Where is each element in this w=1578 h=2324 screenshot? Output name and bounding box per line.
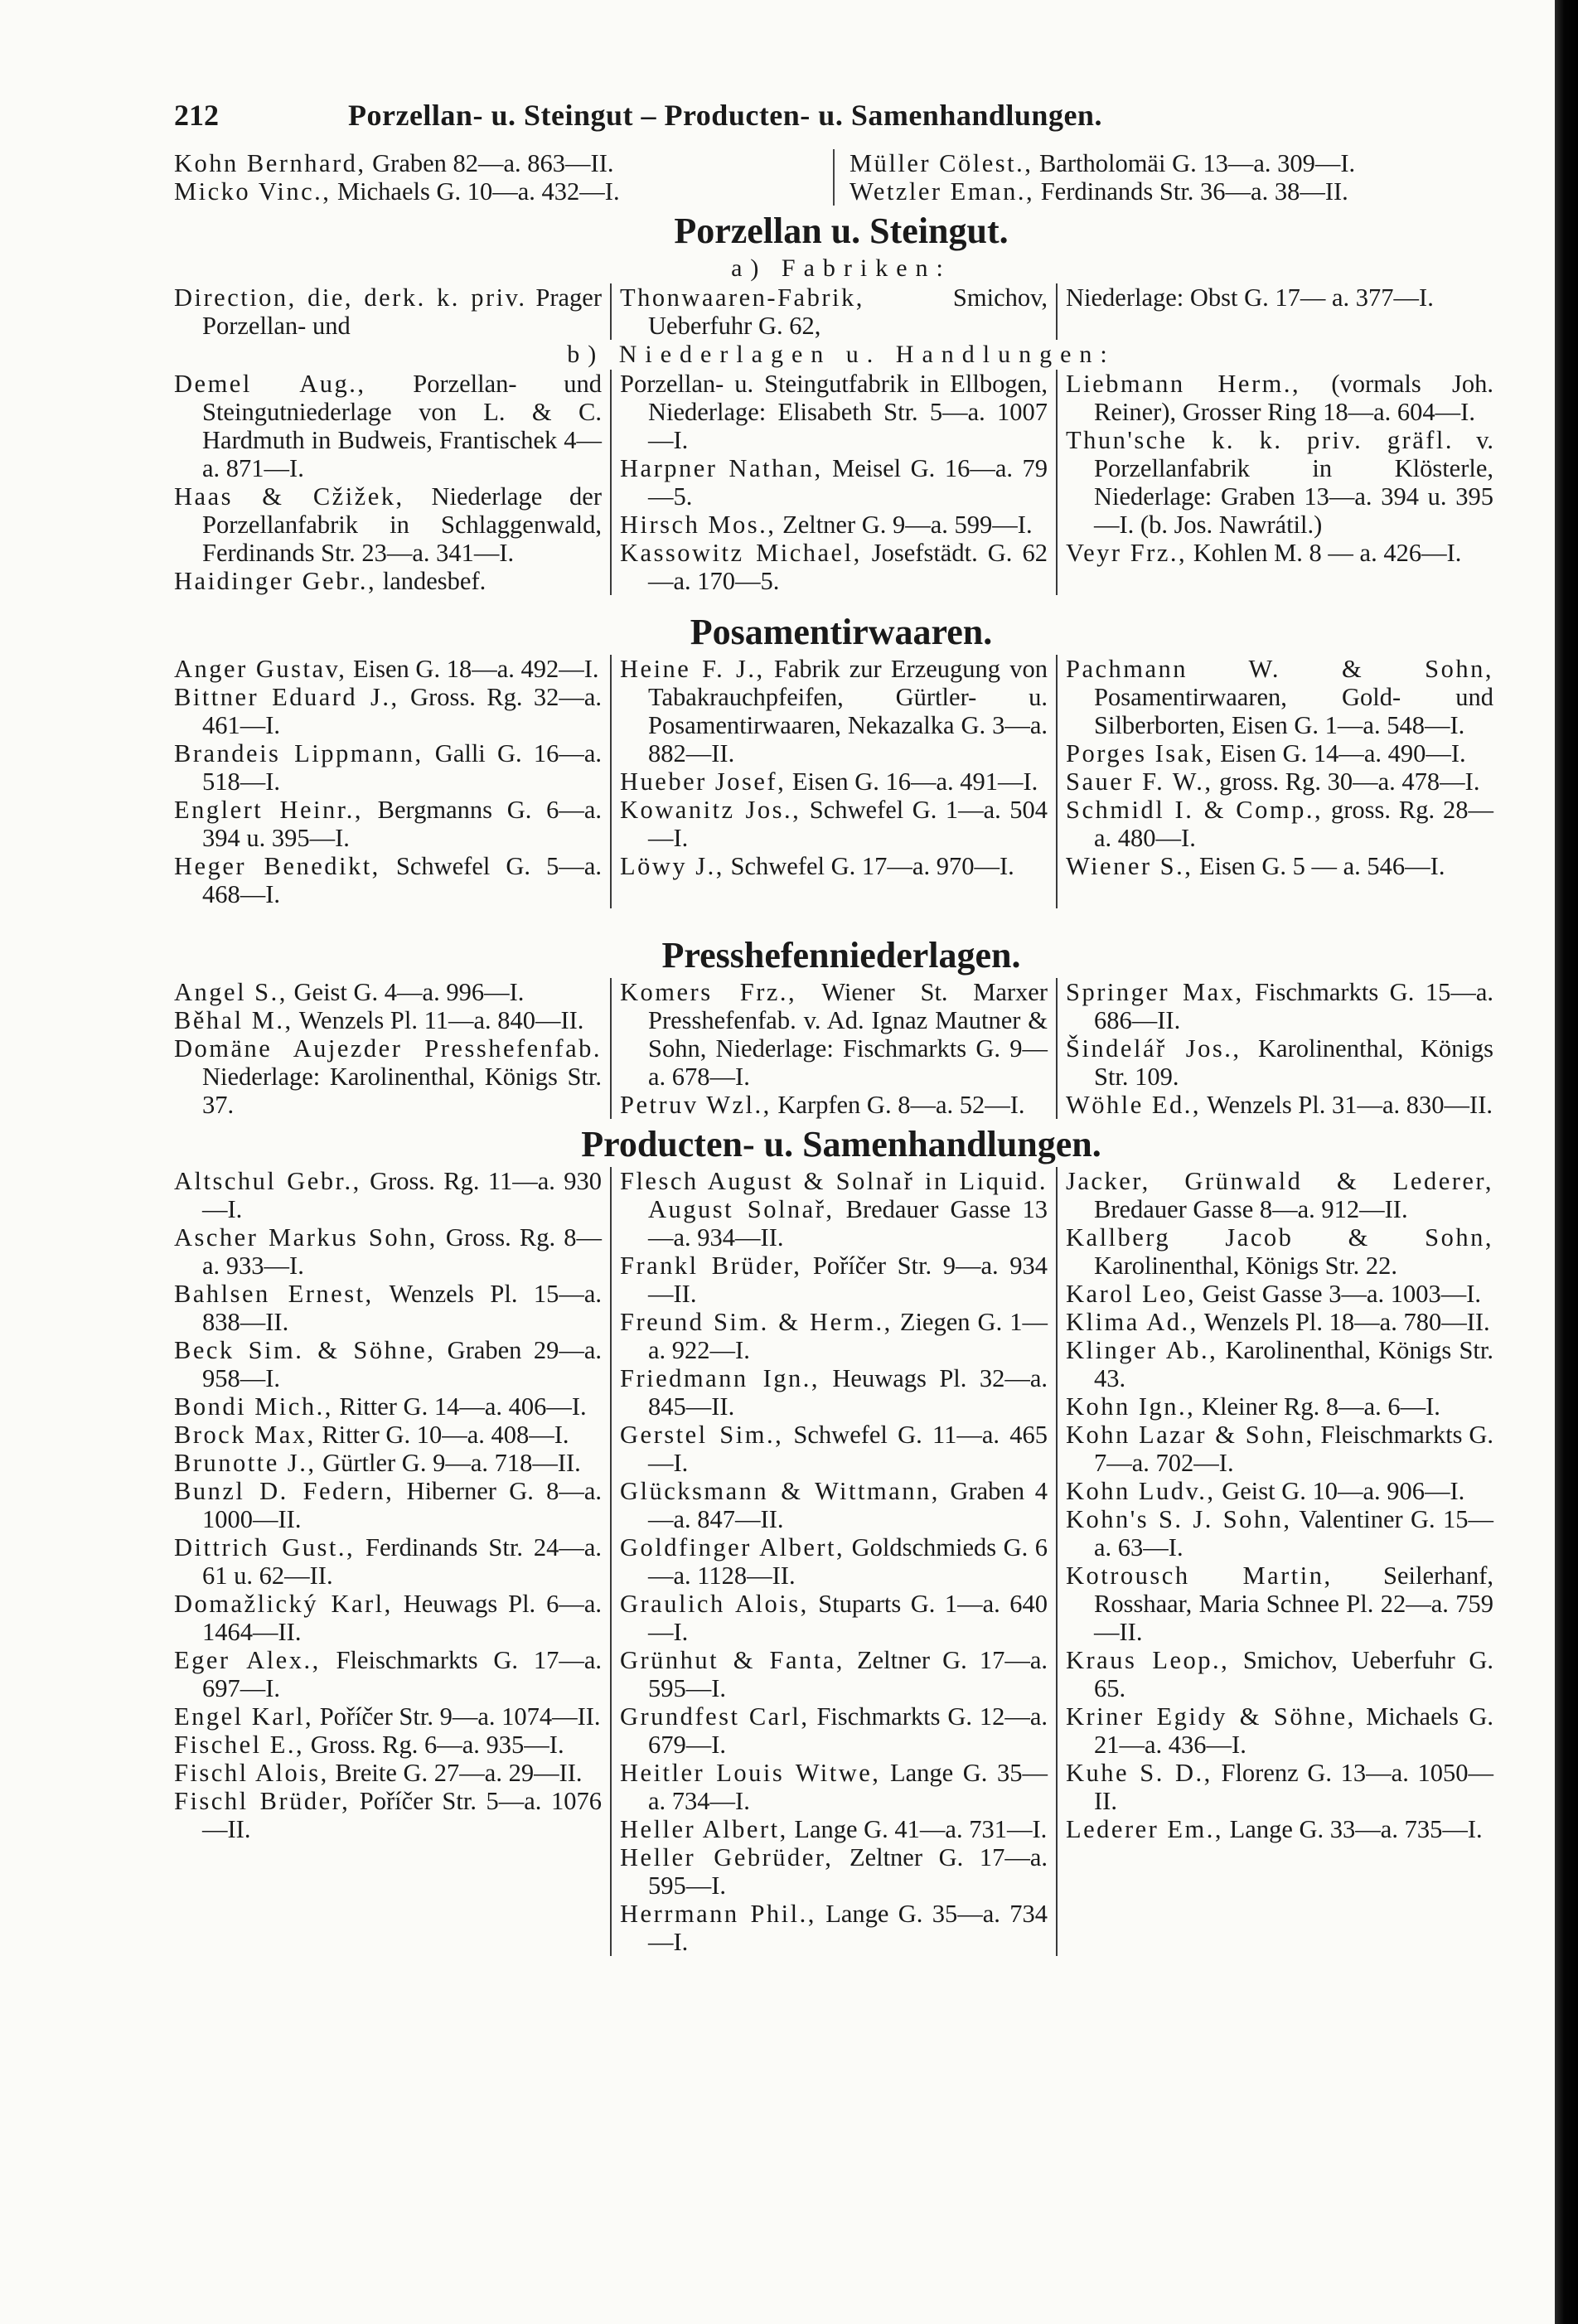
presshefen-column-1 — [174, 978, 610, 1119]
subheading-fabriken: a) Fabriken: — [731, 254, 951, 282]
directory-entry — [174, 978, 602, 1006]
directory-entry — [620, 655, 1048, 767]
directory-entry — [174, 567, 602, 595]
entry-address: Seilerhanf, Rosshaar, Maria Schnee Pl. 22—a. 759—II. — [1094, 1561, 1493, 1646]
directory-entry — [620, 539, 1048, 595]
running-header — [174, 98, 1508, 149]
entry-address: Geist G. 10—a. 906—I. — [1215, 1477, 1465, 1505]
directory-entry — [1066, 539, 1493, 567]
directory-entry — [620, 978, 1048, 1091]
entry-name: Fischl Brüder, — [174, 1787, 351, 1815]
fabriken-column-3 — [1056, 283, 1502, 340]
entry-address: Bredauer Gasse 13—a. 934—II. — [648, 1195, 1048, 1252]
directory-entry — [620, 1167, 1048, 1252]
entry-name: Pachmann W. & Sohn, — [1066, 655, 1493, 683]
entry-name: Petruv Wzl., — [620, 1091, 772, 1119]
directory-entry — [620, 1843, 1048, 1900]
entry-name: Karol Leo, — [1066, 1280, 1197, 1308]
entry-address: Karolinenthal, Königs Str. 22. — [1094, 1252, 1397, 1280]
entry-address: Schwefel G. 17—a. 970—I. — [724, 852, 1014, 880]
entry-address: Zeltner G. 17—a. 595—I. — [648, 1646, 1048, 1702]
directory-entry — [174, 1449, 602, 1477]
entry-name: Sauer F. W., — [1066, 767, 1213, 796]
entry-name: Kohn Ign., — [1066, 1392, 1196, 1421]
entry-name: Frankl Brüder, — [620, 1252, 802, 1280]
directory-entry — [1066, 767, 1493, 796]
entry-address: Kohlen M. 8 — a. 426—I. — [1187, 539, 1462, 567]
entry-name: Veyr Frz., — [1066, 539, 1188, 567]
directory-entry — [174, 1702, 602, 1731]
entry-name: Šindelář Jos., — [1066, 1034, 1242, 1063]
directory-entry — [174, 1533, 602, 1590]
entry-name: Porges Isak, — [1066, 739, 1214, 767]
entry-name: Heine F. J., — [620, 655, 765, 683]
entry-name: Schmidl I. & Comp., — [1066, 796, 1324, 824]
directory-entry — [174, 1034, 602, 1119]
directory-entry — [620, 1421, 1048, 1477]
entry-address: Meisel G. 16—a. 79—5. — [648, 454, 1048, 511]
fabriken-column-2 — [610, 283, 1056, 340]
directory-entry — [174, 1280, 602, 1336]
directory-entry — [620, 796, 1048, 852]
entry-address: gross. Rg. 30—a. 478—I. — [1213, 767, 1480, 796]
entry-address: Karpfen G. 8—a. 52—I. — [771, 1091, 1025, 1119]
entry-name: Kotrousch Martin, — [1066, 1561, 1333, 1590]
entry-address: Wenzels Pl. 31—a. 830—II. — [1201, 1091, 1493, 1119]
entry-address: Eisen G. 5 — a. 546—I. — [1193, 852, 1445, 880]
directory-entry — [1066, 739, 1493, 767]
entry-address: Kleiner Rg. 8—a. 6—I. — [1195, 1392, 1440, 1421]
entry-address: Ferdinands Str. 36—a. 38—II. — [1034, 177, 1348, 206]
entry-name: Wiener S., — [1066, 852, 1193, 880]
directory-entry — [174, 1590, 602, 1646]
entry-address: Stuparts G. 1—a. 640—I. — [648, 1590, 1048, 1646]
entry-name: Direction, die, derk. k. priv. — [174, 283, 527, 312]
entry-name: Kohn Bernhard, — [174, 149, 366, 177]
directory-entry — [1066, 370, 1493, 426]
presshefen-column-2 — [610, 978, 1056, 1119]
entry-name: Komers Frz., — [620, 978, 797, 1006]
entry-address: Eisen G. 18—a. 492—I. — [346, 655, 599, 683]
directory-entry — [174, 852, 602, 908]
directory-entry — [174, 1223, 602, 1280]
entry-name: Kohn's S. J. Sohn, — [1066, 1505, 1292, 1533]
entry-name: Liebmann Herm., — [1066, 370, 1301, 398]
producten-columns — [174, 1167, 1508, 1956]
directory-entry — [1066, 1034, 1493, 1091]
entry-name: Friedmann Ign., — [620, 1364, 820, 1392]
directory-entry — [1066, 1759, 1493, 1815]
posamentir-column-1 — [174, 655, 610, 908]
entry-name: Gerstel Sim., — [620, 1421, 784, 1449]
entry-address: Gross. Rg. 32—a. 461—I. — [202, 683, 602, 739]
entry-name: Brunotte J., — [174, 1449, 317, 1477]
entry-address: Florenz G. 13—a. 1050—II. — [1094, 1759, 1493, 1815]
entry-address: Poříčer Str. 9—a. 934—II. — [648, 1252, 1048, 1308]
entry-name: Demel Aug., — [174, 370, 366, 398]
directory-entry — [174, 1646, 602, 1702]
entry-name: Kassowitz Michael, — [620, 539, 862, 567]
producten-column-3 — [1056, 1167, 1502, 1956]
entry-address: Goldschmieds G. 6—a. 1128—II. — [648, 1533, 1048, 1590]
entry-address: Eisen G. 14—a. 490—I. — [1213, 739, 1466, 767]
entry-name: Wetzler Eman., — [850, 177, 1035, 206]
entry-address: Karolinenthal, Königs Str. 43. — [1094, 1336, 1493, 1392]
entry-address: Ritter G. 10—a. 408—I. — [315, 1421, 569, 1449]
entry-name: Goldfinger Albert, — [620, 1533, 845, 1561]
entry-name: Brock Max, — [174, 1421, 316, 1449]
entry-name: Grundfest Carl, — [620, 1702, 810, 1731]
directory-entry — [174, 1731, 602, 1759]
entry-address: Lange G. 33—a. 735—I. — [1223, 1815, 1483, 1843]
entry-name: Kraus Leop., — [1066, 1646, 1230, 1674]
niederlagen-column-2 — [610, 370, 1056, 595]
entry-name: Wöhle Ed., — [1066, 1091, 1202, 1119]
entry-address: Graben 4—a. 847—II. — [648, 1477, 1048, 1533]
directory-entry — [1066, 1280, 1493, 1308]
entry-name: Jacker, Grünwald & Lederer, — [1066, 1167, 1493, 1195]
entry-name: Heger Benedikt, — [174, 852, 380, 880]
directory-entry — [620, 1759, 1048, 1815]
entry-address: Bredauer Gasse 8—a. 912—II. — [1094, 1195, 1408, 1223]
entry-address: Porzellan- und Steingutniederlage von L. & C. Hardmuth in Budweis, Frantischek 4—a. 871—I. — [202, 370, 602, 482]
directory-entry — [1066, 1646, 1493, 1702]
entry-address: Niederlage der Porzellanfabrik in Schlaggenwald, Ferdinands Str. 23—a. 341—I. — [202, 482, 602, 567]
entry-name: Bittner Eduard J., — [174, 683, 399, 711]
entry-address: Prager Porzellan- und — [202, 283, 602, 340]
entry-name: Altschul Gebr., — [174, 1167, 361, 1195]
entry-name: Heller Gebrüder, — [620, 1843, 834, 1871]
entry-address: Smichov, Ueberfuhr G. 65. — [1094, 1646, 1493, 1702]
entry-name: Anger Gustav, — [174, 655, 347, 683]
entry-address: Smichov, Ueberfuhr G. 62, — [648, 283, 1048, 340]
directory-entry — [174, 796, 602, 852]
directory-entry — [620, 454, 1048, 511]
entry-name: Bondi Mich., — [174, 1392, 333, 1421]
entry-name: Angel S., — [174, 978, 288, 1006]
directory-entry — [174, 1421, 602, 1449]
entry-address: Fischmarkts G. 12—a. 679—I. — [648, 1702, 1048, 1759]
fabriken-columns — [174, 283, 1508, 340]
entry-address: Ferdinands Str. 24—a. 61 u. 62—II. — [202, 1533, 602, 1590]
directory-entry — [1066, 1223, 1493, 1280]
entry-address: Porzellan- u. Steingutfabrik in Ellbogen, Niederlage: Elisabeth Str. 5—a. 1007—I. — [620, 370, 1048, 454]
carryover-entries — [174, 149, 1508, 206]
directory-entry — [620, 767, 1048, 796]
directory-entry — [620, 1900, 1048, 1956]
entry-address: Schwefel G. 5—a. 468—I. — [202, 852, 603, 908]
entry-address: Schwefel G. 1—a. 504—I. — [648, 796, 1048, 852]
entry-address: Gross. Rg. 11—a. 930—I. — [202, 1167, 602, 1223]
entry-name: Klinger Ab., — [1066, 1336, 1218, 1364]
directory-entry — [620, 1533, 1048, 1590]
directory-entry — [850, 149, 1493, 177]
directory-entry — [1066, 1308, 1493, 1336]
entry-address: Wiener St. Marxer Presshefenfab. v. Ad. Ignaz Mautner & Sohn, Niederlage: Fischmarkts G. 9—a. 678—I. — [648, 978, 1048, 1091]
entry-address: Wenzels Pl. 11—a. 840—II. — [293, 1006, 584, 1034]
entry-address: Fleischmarkts G. 17—a. 697—I. — [202, 1646, 602, 1702]
entry-address: Valentiner G. 15—a. 63—I. — [1094, 1505, 1493, 1561]
niederlagen-column-1 — [174, 370, 610, 595]
entry-address: Geist G. 4—a. 996—I. — [287, 978, 525, 1006]
entry-address: Zeltner G. 9—a. 599—I. — [776, 511, 1033, 539]
entry-name: Kowanitz Jos., — [620, 796, 801, 824]
entry-address: Heuwags Pl. 6—a. 1464—II. — [202, 1590, 602, 1646]
entry-name: Heitler Louis Witwe, — [620, 1759, 881, 1787]
entry-address: Poříčer Str. 5—a. 1076—II. — [202, 1787, 602, 1843]
directory-entry — [620, 852, 1048, 880]
entry-name: Müller Cölest., — [850, 149, 1033, 177]
entry-address: (vormals Joh. Reiner), Grosser Ring 18—a. 604—I. — [1094, 370, 1493, 426]
directory-entry — [1066, 655, 1493, 739]
entry-address: Zeltner G. 17—a. 595—I. — [648, 1843, 1048, 1900]
running-title: Porzellan- u. Steingut – Producten- u. Samenhandlungen. — [348, 99, 1102, 132]
directory-entry — [620, 1815, 1048, 1843]
entry-name: Brandeis Lippmann, — [174, 739, 424, 767]
entry-name: Herrmann Phil., — [620, 1900, 816, 1928]
directory-entry — [1066, 852, 1493, 880]
directory-entry — [620, 511, 1048, 539]
entry-name: Běhal M., — [174, 1006, 293, 1034]
entry-address: Fischmarkts G. 15—a. 686—II. — [1094, 978, 1493, 1034]
directory-entry — [850, 177, 1493, 206]
entry-address: Gürtler G. 9—a. 718—II. — [316, 1449, 581, 1477]
entry-address: Heuwags Pl. 32—a. 845—II. — [648, 1364, 1048, 1421]
section-title-posamentir: Posamentirwaaren. — [690, 612, 993, 652]
directory-entry — [174, 283, 602, 340]
entry-name: Graulich Alois, — [620, 1590, 809, 1618]
entry-address: Gross. Rg. 8—a. 933—I. — [202, 1223, 602, 1280]
entry-name: Harpner Nathan, — [620, 454, 823, 482]
directory-entry — [174, 1006, 602, 1034]
producten-column-2 — [610, 1167, 1056, 1956]
entry-name: Haas & Cžižek, — [174, 482, 404, 511]
posamentir-columns — [174, 655, 1508, 908]
directory-entry — [1066, 1421, 1493, 1477]
entry-name: Beck Sim. & Söhne, — [174, 1336, 436, 1364]
directory-entry — [174, 1787, 602, 1843]
directory-entry — [620, 370, 1048, 454]
directory-entry — [174, 482, 602, 567]
subheading-niederlagen: b) Niederlagen u. Handlungen: — [567, 341, 1116, 368]
entry-name: Löwy J., — [620, 852, 724, 880]
entry-address: Bergmanns G. 6—a. 394 u. 395—I. — [202, 796, 602, 852]
directory-entry — [174, 1759, 602, 1787]
directory-entry — [174, 370, 602, 482]
entry-address: Wenzels Pl. 18—a. 780—II. — [1198, 1308, 1490, 1336]
directory-entry — [174, 1336, 602, 1392]
entry-address: Eisen G. 16—a. 491—I. — [786, 767, 1038, 796]
entry-address: Galli G. 16—a. 518—I. — [202, 739, 602, 796]
entry-address: Graben 82—a. 863—II. — [365, 149, 614, 177]
directory-entry — [174, 1167, 602, 1223]
directory-entry — [620, 1308, 1048, 1364]
entry-name: Haidinger Gebr., — [174, 567, 377, 595]
entry-name: Bunzl D. Federn, — [174, 1477, 394, 1505]
directory-entry — [1066, 1477, 1493, 1505]
directory-entry — [620, 1091, 1048, 1119]
posamentir-column-2 — [610, 655, 1056, 908]
directory-entry — [1066, 1561, 1493, 1646]
entry-address: Josefstädt. G. 62—a. 170—5. — [648, 539, 1048, 595]
entry-name: Micko Vinc., — [174, 177, 332, 206]
entry-address: Hiberner G. 8—a. 1000—II. — [202, 1477, 602, 1533]
entry-name: Engel Karl, — [174, 1702, 314, 1731]
entry-address: Niederlage: Obst G. 17— a. 377—I. — [1066, 283, 1434, 312]
entry-name: Ascher Markus Sohn, — [174, 1223, 438, 1252]
entry-address: Ritter G. 14—a. 406—I. — [332, 1392, 587, 1421]
scanner-edge-shadow — [1555, 0, 1578, 2324]
directory-entry — [1066, 1336, 1493, 1392]
entry-address: gross. Rg. 28—a. 480—I. — [1094, 796, 1493, 852]
entry-address: Wenzels Pl. 15—a. 838—II. — [202, 1280, 602, 1336]
entry-address: Geist Gasse 3—a. 1003—I. — [1196, 1280, 1482, 1308]
niederlagen-columns — [174, 370, 1508, 595]
directory-entry — [1066, 426, 1493, 539]
entry-name: Flesch August & Solnař in Liquid. August Solnař, — [620, 1167, 1048, 1223]
entry-name: Dittrich Gust., — [174, 1533, 356, 1561]
entry-name: Klima Ad., — [1066, 1308, 1198, 1336]
entry-name: Domäne Aujezder Presshefenfab. — [174, 1034, 602, 1063]
directory-entry — [1066, 1815, 1493, 1843]
directory-entry — [1066, 1392, 1493, 1421]
presshefen-column-3 — [1056, 978, 1502, 1119]
entry-name: Kuhe S. D., — [1066, 1759, 1213, 1787]
entry-name: Fischel E., — [174, 1731, 305, 1759]
entry-name: Lederer Em., — [1066, 1815, 1224, 1843]
entry-address: landesbef. — [376, 567, 486, 595]
entry-address: Poříčer Str. 9—a. 1074—II. — [313, 1702, 601, 1731]
directory-entry — [620, 1646, 1048, 1702]
entry-address: Ziegen G. 1—a. 922—I. — [648, 1308, 1048, 1364]
directory-entry — [1066, 283, 1493, 312]
entry-address: Breite G. 27—a. 29—II. — [328, 1759, 583, 1787]
entry-address: Schwefel G. 11—a. 465—I. — [648, 1421, 1048, 1477]
fabriken-column-1 — [174, 283, 610, 340]
section-title-producten: Producten- u. Samenhandlungen. — [581, 1124, 1101, 1164]
directory-entry — [174, 1392, 602, 1421]
entry-address: Niederlage: Karolinenthal, Königs Str. 37. — [202, 1063, 602, 1119]
entry-name: Hirsch Mos., — [620, 511, 777, 539]
entry-name: Kriner Egidy & Söhne, — [1066, 1702, 1356, 1731]
directory-entry — [620, 1590, 1048, 1646]
directory-entry — [1066, 1702, 1493, 1759]
entry-address: Lange G. 35—a. 734—I. — [648, 1759, 1048, 1815]
entry-name: Fischl Alois, — [174, 1759, 329, 1787]
entry-address: Graben 29—a. 958—I. — [202, 1336, 602, 1392]
entry-address: Michaels G. 21—a. 436—I. — [1094, 1702, 1493, 1759]
carryover-left-column — [174, 149, 833, 206]
directory-entry — [620, 283, 1048, 340]
page-number: 212 — [174, 99, 219, 132]
entry-address: Posamentirwaaren, Gold- und Silberborten, Eisen G. 1—a. 548—I. — [1094, 683, 1493, 739]
entry-address: Lange G. 41—a. 731—I. — [787, 1815, 1048, 1843]
niederlagen-column-3 — [1056, 370, 1502, 595]
directory-entry — [1066, 978, 1493, 1034]
entry-name: Springer Max, — [1066, 978, 1244, 1006]
directory-entry — [174, 149, 818, 177]
page-content — [174, 98, 1508, 1956]
directory-entry — [1066, 1505, 1493, 1561]
entry-name: Bahlsen Ernest, — [174, 1280, 374, 1308]
directory-entry — [620, 1364, 1048, 1421]
directory-entry — [620, 1702, 1048, 1759]
entry-address: Michaels G. 10—a. 432—I. — [331, 177, 620, 206]
entry-name: Heller Albert, — [620, 1815, 788, 1843]
entry-name: Grünhut & Fanta, — [620, 1646, 845, 1674]
directory-entry — [1066, 1167, 1493, 1223]
entry-name: Thun'sche k. k. priv. gräfl. — [1066, 426, 1455, 454]
entry-address: Fabrik zur Erzeugung von Tabakrauchpfeifen, Gürtler- u. Posamentirwaaren, Nekazalka G. 3—a. 882—II. — [648, 655, 1048, 767]
entry-name: Domažlický Karl, — [174, 1590, 393, 1618]
entry-name: Freund Sim. & Herm., — [620, 1308, 893, 1336]
producten-column-1 — [174, 1167, 610, 1956]
entry-name: Eger Alex., — [174, 1646, 321, 1674]
presshefen-columns — [174, 978, 1508, 1119]
section-title-presshefen: Presshefenniederlagen. — [661, 935, 1021, 976]
directory-entry — [174, 177, 818, 206]
entry-address: Fleischmarkts G. 7—a. 702—I. — [1094, 1421, 1493, 1477]
directory-entry — [620, 1477, 1048, 1533]
posamentir-column-3 — [1056, 655, 1502, 908]
directory-entry — [174, 683, 602, 739]
entry-address: Lange G. 35—a. 734—I. — [648, 1900, 1048, 1956]
entry-address: v. Porzellanfabrik in Klösterle, Niederlage: Graben 13—a. 394 u. 395—I. (b. Jos. Nawrátil.) — [1094, 426, 1494, 539]
carryover-right-column — [833, 149, 1508, 206]
directory-entry — [1066, 1091, 1493, 1119]
entry-address: Gross. Rg. 6—a. 935—I. — [304, 1731, 564, 1759]
entry-name: Kohn Ludv., — [1066, 1477, 1216, 1505]
entry-address: Karolinenthal, Königs Str. 109. — [1094, 1034, 1494, 1091]
entry-name: Englert Heinr., — [174, 796, 363, 824]
directory-entry — [174, 655, 602, 683]
directory-entry — [174, 739, 602, 796]
entry-address: Bartholomäi G. 13—a. 309—I. — [1033, 149, 1356, 177]
directory-entry — [174, 1477, 602, 1533]
entry-name: Glücksmann & Wittmann, — [620, 1477, 940, 1505]
entry-name: Kohn Lazar & Sohn, — [1066, 1421, 1314, 1449]
entry-name: Kallberg Jacob & Sohn, — [1066, 1223, 1493, 1252]
directory-entry — [1066, 796, 1493, 852]
entry-name: Thonwaaren-Fabrik, — [620, 283, 864, 312]
entry-name: Hueber Josef, — [620, 767, 787, 796]
section-title-porzellan: Porzellan u. Steingut. — [674, 211, 1009, 251]
directory-entry — [620, 1252, 1048, 1308]
